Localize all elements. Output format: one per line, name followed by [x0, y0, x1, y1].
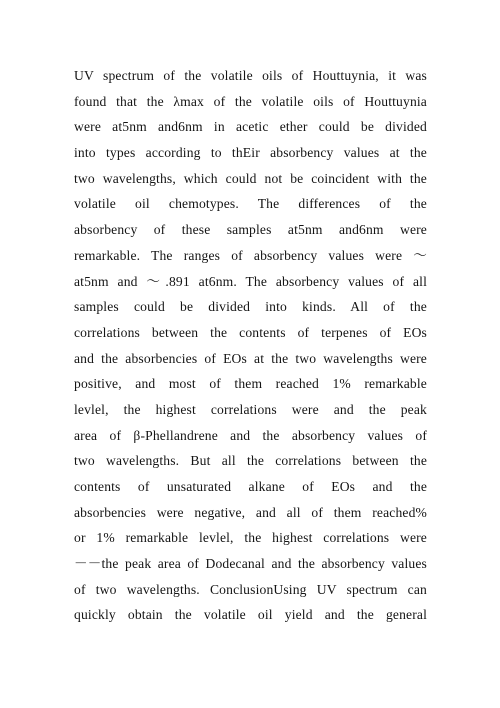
text-line-19: or 1% remarkable levlel, the highest correlations were — [74, 530, 427, 546]
text-line-20: －－the peak area of Dodecanal and the absorbency values — [74, 556, 427, 572]
text-line-8: remarkable. The ranges of absorbency values were ～ — [74, 247, 427, 263]
text-line-12: and the absorbencies of EOs at the two wavelengths were — [74, 350, 427, 366]
text-line-14: levlel, the highest correlations were and the peak — [74, 401, 427, 417]
text-line-18: absorbencies were negative, and all of them reached% — [74, 504, 427, 520]
text-line-15: area of β-Phellandrene and the absorbency values of — [74, 427, 427, 443]
text-line-17: contents of unsaturated alkane of EOs and the — [74, 479, 427, 494]
text-line-21: of two wavelengths. ConclusionUsing UV spectrum can — [74, 581, 427, 597]
text-line-13: positive, and most of them reached 1% remarkable — [74, 376, 427, 392]
text-line-2: found that the λmax of the volatile oils of Houttuynia — [74, 93, 427, 109]
text-line-22: quickly obtain the volatile oil yield and the general — [74, 607, 427, 623]
text-line-10: samples could be divided into kinds. All of the — [74, 299, 427, 315]
text-line-5: two wavelengths, which could not be coincident with the — [74, 170, 427, 186]
text-line-16: two wavelengths. But all the correlations between the — [74, 453, 427, 469]
text-line-4: into types according to thEir absorbency values at the — [74, 145, 427, 161]
abstract-paragraph — [74, 63, 427, 628]
text-line-11: correlations between the contents of terpenes of EOs — [74, 324, 427, 340]
text-line-1: UV spectrum of the volatile oils of Houttuynia, it was — [74, 68, 427, 83]
text-line-9: at5nm and ～.891 at6nm. The absorbency values of all — [74, 273, 427, 289]
text-line-6: volatile oil chemotypes. The differences of the — [74, 196, 427, 212]
text-line-7: absorbency of these samples at5nm and6nm were — [74, 222, 427, 238]
text-line-3: were at5nm and6nm in acetic ether could be divided — [74, 119, 427, 135]
